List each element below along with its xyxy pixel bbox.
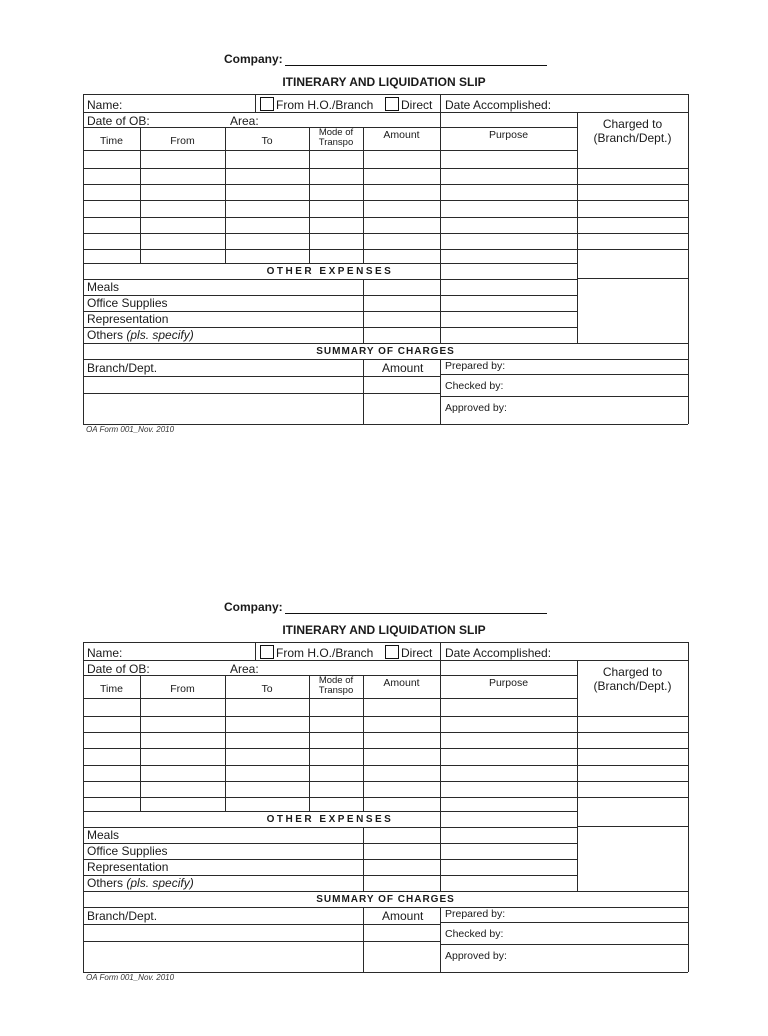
form-title: ITINERARY AND LIQUIDATION SLIP	[282, 623, 486, 637]
from-ho-label: From H.O./Branch	[276, 646, 374, 660]
company-label: Company:	[224, 600, 283, 614]
prepared-by-label: Prepared by:	[445, 360, 506, 372]
form-title: ITINERARY AND LIQUIDATION SLIP	[282, 75, 486, 89]
table-rule-horizontal	[83, 642, 688, 643]
table-rule-horizontal	[83, 827, 577, 828]
column-mode-line2: Transpo	[318, 137, 354, 148]
table-rule-horizontal	[83, 732, 688, 733]
table-rule-horizontal	[83, 217, 688, 218]
from-ho-label: From H.O./Branch	[276, 98, 374, 112]
checked-by-label: Checked by:	[445, 380, 504, 392]
date-accomplished-label: Date Accomplished:	[445, 646, 552, 660]
company-field[interactable]	[285, 65, 547, 66]
checked-by-label: Checked by:	[445, 928, 504, 940]
representation-label: Representation	[87, 312, 169, 326]
summary-heading: SUMMARY OF CHARGES	[316, 346, 455, 357]
office-supplies-label: Office Supplies	[87, 844, 168, 858]
area-label: Area:	[230, 662, 259, 676]
direct-label: Direct	[401, 646, 433, 660]
table-rule-horizontal	[83, 797, 688, 798]
table-rule-horizontal	[83, 376, 440, 377]
table-rule-horizontal	[577, 826, 688, 827]
table-rule-horizontal	[83, 249, 688, 250]
meals-label: Meals	[87, 828, 120, 842]
column-from: From	[170, 135, 195, 147]
representation-label: Representation	[87, 860, 169, 874]
approved-by-label: Approved by:	[445, 950, 507, 962]
date-ob-label: Date of OB:	[87, 114, 150, 128]
table-rule-horizontal	[83, 393, 440, 394]
table-rule-horizontal	[83, 168, 688, 169]
column-charged-line1: Charged to	[602, 117, 663, 131]
table-rule-horizontal	[83, 112, 688, 113]
table-rule-horizontal	[83, 660, 688, 661]
column-time: Time	[100, 683, 123, 695]
table-rule-horizontal	[83, 811, 577, 812]
form-footer: OA Form 001_Nov. 2010	[86, 973, 175, 982]
table-rule-vertical	[440, 907, 441, 972]
liquidation-slip-top	[0, 48, 768, 488]
table-rule-horizontal	[83, 263, 577, 264]
area-label: Area:	[230, 114, 259, 128]
others-label: Others (pls. specify)	[87, 328, 194, 342]
column-purpose: Purpose	[488, 129, 529, 141]
table-rule-horizontal	[83, 184, 688, 185]
from-ho-checkbox[interactable]	[260, 645, 274, 659]
branch-dept-label: Branch/Dept.	[87, 361, 158, 375]
table-rule-horizontal	[83, 765, 688, 766]
table-rule-horizontal	[83, 924, 440, 925]
from-ho-checkbox[interactable]	[260, 97, 274, 111]
company-label: Company:	[224, 52, 283, 66]
date-accomplished-label: Date Accomplished:	[445, 98, 552, 112]
prepared-by-label: Prepared by:	[445, 908, 506, 920]
table-rule-horizontal	[83, 941, 440, 942]
table-rule-vertical	[363, 279, 364, 343]
column-time: Time	[100, 135, 123, 147]
column-charged-line2: (Branch/Dept.)	[593, 679, 672, 693]
table-rule-horizontal	[83, 343, 688, 344]
table-rule-horizontal	[440, 944, 688, 945]
table-rule-horizontal	[83, 907, 688, 908]
liquidation-slip-bottom	[0, 596, 768, 1036]
table-rule-vertical	[363, 675, 364, 811]
table-rule-vertical	[255, 642, 256, 660]
name-label: Name:	[87, 98, 123, 112]
table-rule-horizontal	[83, 698, 577, 699]
summary-amount-label: Amount	[382, 361, 424, 375]
name-label: Name:	[87, 646, 123, 660]
table-rule-vertical	[255, 94, 256, 112]
company-field[interactable]	[285, 613, 547, 614]
table-rule-horizontal	[577, 278, 688, 279]
table-rule-vertical	[577, 112, 578, 343]
direct-label: Direct	[401, 98, 433, 112]
table-rule-vertical	[363, 359, 364, 424]
date-ob-label: Date of OB:	[87, 662, 150, 676]
table-rule-horizontal	[83, 891, 688, 892]
table-rule-horizontal	[83, 150, 577, 151]
table-rule-vertical	[363, 127, 364, 263]
column-purpose: Purpose	[488, 677, 529, 689]
branch-dept-label: Branch/Dept.	[87, 909, 158, 923]
office-supplies-label: Office Supplies	[87, 296, 168, 310]
other-expenses-heading: OTHER EXPENSES	[266, 814, 394, 825]
other-expenses-heading: OTHER EXPENSES	[266, 266, 394, 277]
table-rule-horizontal	[83, 359, 688, 360]
table-rule-vertical	[440, 359, 441, 424]
table-rule-horizontal	[83, 94, 688, 95]
table-rule-horizontal	[83, 279, 577, 280]
approved-by-label: Approved by:	[445, 402, 507, 414]
summary-heading: SUMMARY OF CHARGES	[316, 894, 455, 905]
form-footer: OA Form 001_Nov. 2010	[86, 425, 175, 434]
table-rule-vertical	[363, 827, 364, 891]
table-rule-horizontal	[83, 748, 688, 749]
column-mode-line1: Mode of	[318, 127, 354, 138]
table-rule-horizontal	[440, 374, 688, 375]
table-rule-vertical	[577, 660, 578, 891]
table-rule-horizontal	[440, 922, 688, 923]
table-rule-vertical	[688, 94, 689, 424]
table-rule-horizontal	[83, 200, 688, 201]
column-mode-line2: Transpo	[318, 685, 354, 696]
table-rule-horizontal	[83, 233, 688, 234]
table-rule-vertical	[363, 907, 364, 972]
meals-label: Meals	[87, 280, 120, 294]
direct-checkbox[interactable]	[385, 97, 399, 111]
table-rule-horizontal	[83, 781, 688, 782]
column-to: To	[261, 135, 273, 147]
column-amount: Amount	[383, 677, 420, 689]
column-charged-line2: (Branch/Dept.)	[593, 131, 672, 145]
table-rule-vertical	[688, 642, 689, 972]
direct-checkbox[interactable]	[385, 645, 399, 659]
summary-amount-label: Amount	[382, 909, 424, 923]
others-label: Others (pls. specify)	[87, 876, 194, 890]
column-from: From	[170, 683, 195, 695]
column-amount: Amount	[383, 129, 420, 141]
column-charged-line1: Charged to	[602, 665, 663, 679]
table-rule-horizontal	[440, 396, 688, 397]
column-to: To	[261, 683, 273, 695]
table-rule-horizontal	[83, 716, 688, 717]
column-mode-line1: Mode of	[318, 675, 354, 686]
